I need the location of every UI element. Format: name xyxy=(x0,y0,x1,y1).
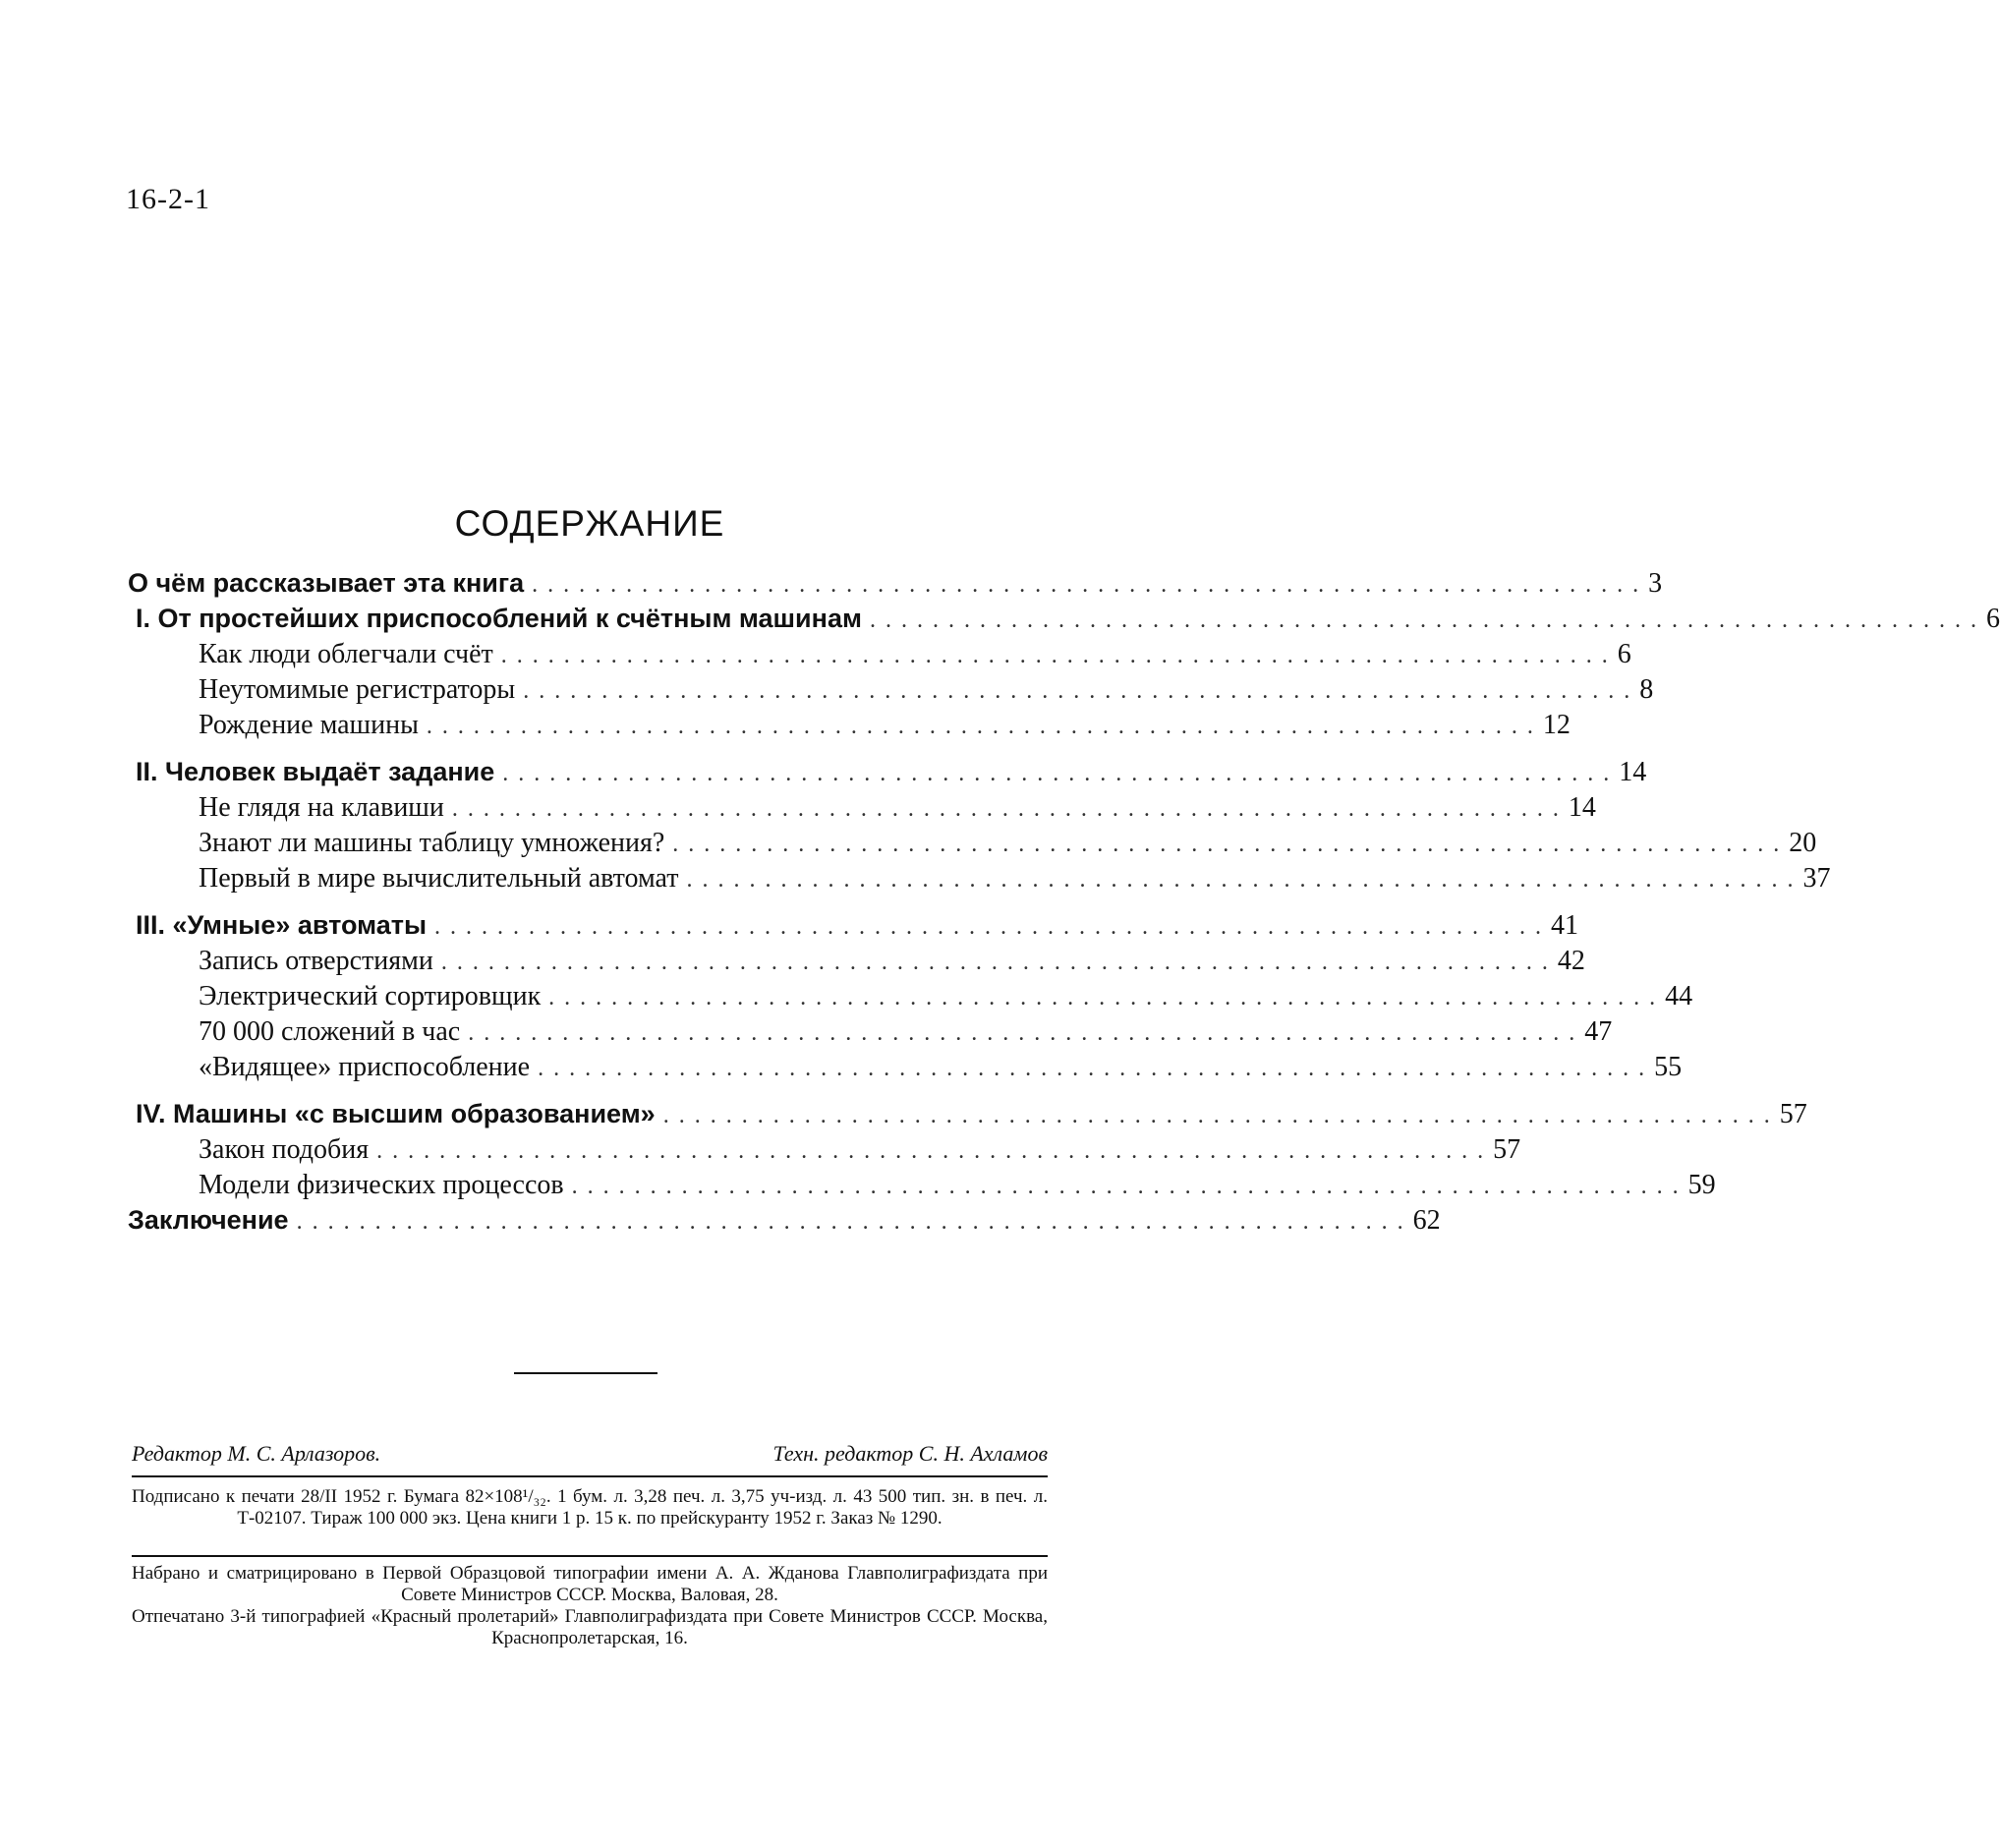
toc-section xyxy=(128,981,1693,1016)
toc-entry-label: Неутомимые регистраторы xyxy=(199,674,516,705)
toc-section xyxy=(128,863,1831,898)
dot-leader: ....................................................................... xyxy=(523,678,1640,704)
toc-entry-page: 57 xyxy=(1779,1099,1807,1129)
typeset-info: Набрано и сматрицировано в Первой Образцовой типографии имени А. А. Жданова Главполиграфиздата при Совете Министров СССР. Москва, Валовая, 28. xyxy=(132,1563,1048,1605)
dot-leader: ....................................................................... xyxy=(532,572,1649,598)
toc-entry-label: Первый в мире вычислительный автомат xyxy=(199,863,679,894)
toc-section xyxy=(128,639,1631,674)
toc-section xyxy=(128,674,1654,710)
dot-leader: ....................................................................... xyxy=(440,950,1558,975)
toc-entry-label: 70 000 сложений в час xyxy=(199,1016,461,1047)
toc-entry-label: Запись отверстиями xyxy=(199,946,433,976)
dot-leader: ....................................................................... xyxy=(468,1020,1585,1046)
tech-editor-credit: Техн. редактор С. Н. Ахламов xyxy=(772,1441,1048,1466)
toc-entry-label: II. Человек выдаёт задание xyxy=(136,757,495,786)
toc-section xyxy=(128,1052,1683,1087)
toc-entry-page: 42 xyxy=(1557,946,1585,976)
imprint-rule-middle xyxy=(132,1555,1048,1557)
toc-entry-label: III. «Умные» автоматы xyxy=(136,910,428,940)
toc-chapter-2 xyxy=(128,757,1647,792)
toc-entry-label: I. От простейших приспособлений к счётным машинам xyxy=(136,604,862,633)
toc-section xyxy=(128,792,1596,828)
dot-leader: ....................................................................... xyxy=(686,867,1803,893)
toc-section xyxy=(128,828,1817,863)
editor-credit: Редактор М. С. Арлазоров. xyxy=(132,1441,381,1466)
dot-leader: ....................................................................... xyxy=(296,1209,1413,1235)
toc-entry-label: Модели физических процессов xyxy=(199,1170,564,1200)
print-info: Подписано к печати 28/II 1952 г. Бумага 82×108¹/₃₂. 1 бум. л. 3,28 печ. л. 3,75 уч-изд. л. 43 500 тип. зн. в печ. л. Т-02107. Тираж 100 000 экз. Цена книги 1 р. 15 к. по прейскуранту 1952 г. Заказ № 1290. xyxy=(132,1486,1048,1529)
dot-leader: ....................................................................... xyxy=(376,1138,1494,1164)
toc-entry-page: 6 xyxy=(1985,604,2000,634)
toc-entry-label: Знают ли машины таблицу умножения? xyxy=(199,828,665,858)
toc-chapter-1 xyxy=(128,604,2000,639)
toc-entry-label: «Видящее» приспособление xyxy=(199,1052,531,1082)
imprint-rule-top xyxy=(132,1475,1048,1477)
toc-entry-page: 14 xyxy=(1619,757,1647,787)
toc-section xyxy=(128,710,1571,745)
toc-entry-label: Заключение xyxy=(128,1205,289,1235)
toc-section xyxy=(128,1170,1716,1205)
toc-entry-page: 14 xyxy=(1568,792,1596,823)
table-of-contents xyxy=(128,568,2000,1241)
dot-leader: ....................................................................... xyxy=(451,796,1569,822)
printed-info: Отпечатано 3-й типографией «Красный пролетарий» Главполиграфиздата при Совете Министров СССР. Москва, Краснопролетарская, 16. xyxy=(132,1606,1048,1648)
dot-leader: ....................................................................... xyxy=(548,985,1666,1011)
toc-entry-label: Рождение машины xyxy=(199,710,419,740)
toc-entry-page: 6 xyxy=(1617,639,1631,669)
toc-title: СОДЕРЖАНИЕ xyxy=(454,503,725,544)
printer-info xyxy=(132,1563,1048,1649)
toc-entry-page: 62 xyxy=(1412,1205,1441,1236)
toc-entry-page: 47 xyxy=(1584,1016,1613,1047)
toc-entry-page: 57 xyxy=(1493,1134,1521,1165)
page-code: 16-2-1 xyxy=(126,183,210,215)
toc-entry-page: 12 xyxy=(1542,710,1571,740)
toc-entry-label: Не глядя на клавиши xyxy=(199,792,444,823)
toc-entry-label: IV. Машины «с высшим образованием» xyxy=(136,1099,656,1128)
toc-entry-label: Закон подобия xyxy=(199,1134,370,1165)
toc-entry-page: 3 xyxy=(1648,568,1663,599)
toc-entry-page: 55 xyxy=(1654,1052,1683,1082)
dot-leader: ....................................................................... xyxy=(869,607,1986,633)
dot-leader: ....................................................................... xyxy=(500,643,1618,668)
toc-entry-page: 44 xyxy=(1665,981,1693,1011)
toc-entry-intro xyxy=(128,568,1663,604)
toc-entry-page: 20 xyxy=(1789,828,1817,858)
dot-leader: ....................................................................... xyxy=(672,832,1790,857)
editors-line xyxy=(132,1441,1048,1471)
toc-entry-conclusion xyxy=(128,1205,1441,1241)
toc-chapter-3 xyxy=(128,910,1579,946)
toc-chapter-4 xyxy=(128,1099,1807,1134)
toc-entry-page: 8 xyxy=(1639,674,1654,705)
dot-leader: ....................................................................... xyxy=(571,1174,1688,1199)
toc-section xyxy=(128,1134,1521,1170)
toc-section xyxy=(128,946,1585,981)
toc-section xyxy=(128,1016,1613,1052)
dot-leader: ....................................................................... xyxy=(662,1103,1780,1128)
toc-entry-page: 59 xyxy=(1687,1170,1716,1200)
toc-entry-page: 41 xyxy=(1551,910,1579,941)
toc-entry-label: Электрический сортировщик xyxy=(199,981,542,1011)
toc-entry-page: 37 xyxy=(1802,863,1831,894)
dot-leader: ....................................................................... xyxy=(538,1056,1655,1081)
toc-entry-label: Как люди облегчали счёт xyxy=(199,639,493,669)
dot-leader: ....................................................................... xyxy=(426,714,1543,739)
separator-rule xyxy=(514,1372,657,1374)
toc-entry-label: О чём рассказывает эта книга xyxy=(128,568,525,598)
dot-leader: ....................................................................... xyxy=(434,914,1552,940)
dot-leader: ....................................................................... xyxy=(502,761,1620,786)
